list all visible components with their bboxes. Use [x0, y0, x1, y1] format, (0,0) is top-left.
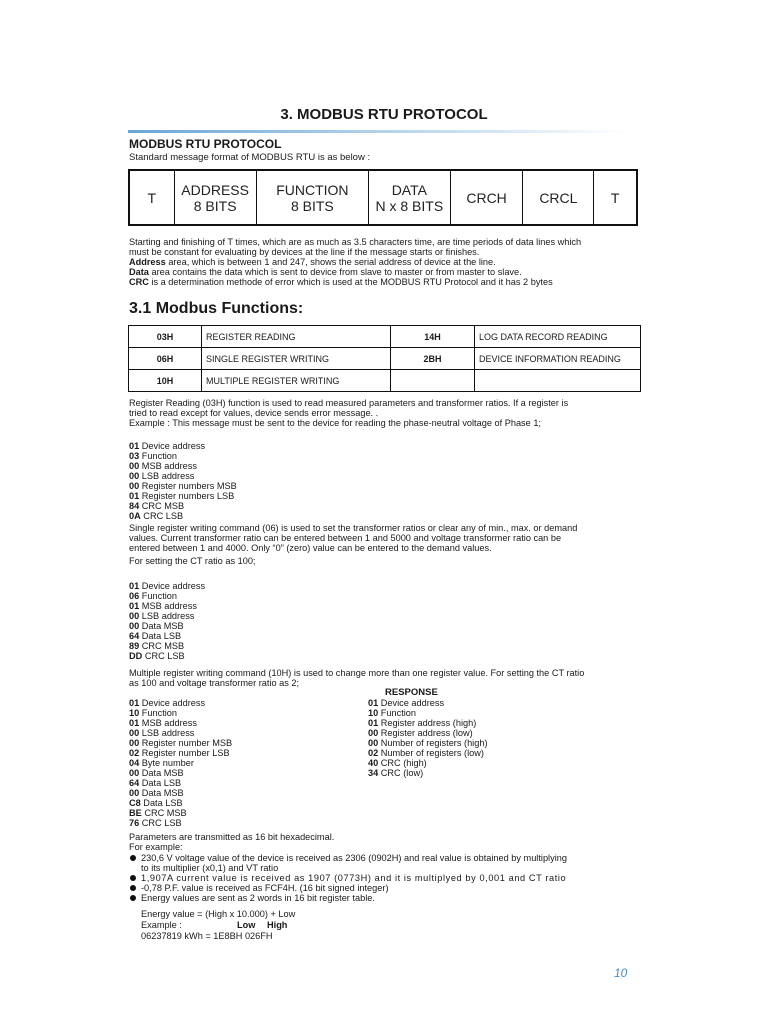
- function-code: 10H: [129, 370, 202, 392]
- frame-crcl: CRCL: [523, 170, 594, 225]
- list-item: 230,6 V voltage value of the device is received as 2306 (0902H) and real value is obtained by multiplying to its multiplier (x0,1) and VT ratio: [129, 853, 644, 873]
- list-item: 01 MSB address: [129, 601, 197, 611]
- frame-data: DATA N x 8 BITS: [368, 170, 450, 225]
- list-item: 10 Function: [129, 708, 178, 718]
- functions-table: [128, 325, 641, 392]
- list-item: 64 Data LSB: [129, 778, 182, 788]
- parameters-paragraph: Parameters are transmitted as 16 bit hexadecimal. For example:: [129, 832, 335, 852]
- list-item: 00 Register number MSB: [129, 738, 233, 748]
- list-item: -0,78 P.F. value is received as FCF4H. (16 bit signed integer): [129, 883, 644, 893]
- list-item: 84 CRC MSB: [129, 501, 185, 511]
- table-row: [129, 370, 641, 392]
- examples-list: [129, 853, 644, 903]
- single-write-paragraph: Single register writing command (06) is used to set the transformer ratios or clear any of min., max. or demand values. Current transformer ratio can be entered between 1 and 5000 and voltage transformer ratio can be entered between 1 and 4000. Only “0” (zero) value can be entered to the demand values. For setting the CT ratio as 100;: [129, 523, 578, 566]
- list-item: 00 Register numbers MSB: [129, 481, 237, 491]
- list-item: 1,907A current value is received as 1907 (0773H) and it is multiplyed by 0,001 and CT ratio: [129, 873, 644, 883]
- list-item: 02 Register number LSB: [129, 748, 230, 758]
- function-code: 14H: [391, 326, 475, 348]
- function-code: 2BH: [391, 348, 475, 370]
- list-item: 89 CRC MSB: [129, 641, 185, 651]
- reading-paragraph: Register Reading (03H) function is used to read measured parameters and transformer ratios. If a register is tried to read except for values, device sends error message. . Example : This message must be sent to the device for reading the phase-neutral voltage of Phase 1;: [129, 398, 569, 428]
- list-item: 34 CRC (low): [368, 768, 424, 778]
- function-desc: LOG DATA RECORD READING: [475, 326, 641, 348]
- standard-format-text: Standard message format of MODBUS RTU is as below :: [129, 152, 371, 163]
- list-item: 00 Data MSB: [129, 788, 184, 798]
- frame-t-start: T: [129, 170, 174, 225]
- bullet-icon: [130, 855, 136, 861]
- multiple-write-paragraph: Multiple register writing command (10H) is used to change more than one register value. For setting the CT ratio as 100 and voltage transformer ratio as 2;: [129, 668, 585, 688]
- list-item: 40 CRC (high): [368, 758, 427, 768]
- section-heading: MODBUS RTU PROTOCOL: [129, 137, 282, 151]
- frame-t-end: T: [594, 170, 637, 225]
- functions-heading: 3.1 Modbus Functions:: [129, 300, 304, 317]
- frame-function: FUNCTION 8 BITS: [256, 170, 368, 225]
- function-desc: DEVICE INFORMATION READING: [475, 348, 641, 370]
- single-fields-list: [129, 581, 205, 661]
- list-item: 01 Device address: [129, 581, 206, 591]
- list-item: BE CRC MSB: [129, 808, 187, 818]
- list-item: Energy values are sent as 2 words in 16 bit register table.: [129, 893, 644, 903]
- list-item: 01 Device address: [129, 698, 206, 708]
- table-row: [129, 326, 641, 348]
- intro-paragraph: Starting and finishing of T times, which are as much as 3.5 characters time, are time periods of data lines which must be constant for evaluating by devices at the line if the message starts or finishes. Address area, which is between 1 and 247, shows the serial address of device at the line. Data area contains the data which is sent to device from slave to master or from master to slave. CRC is a determination methode of error which is used at the MODBUS RTU Protocol and it has 2 bytes: [129, 237, 582, 287]
- function-desc: MULTIPLE REGISTER WRITING: [202, 370, 391, 392]
- function-code: 06H: [129, 348, 202, 370]
- list-item: 06 Function: [129, 591, 178, 601]
- energy-example-line: 06237819 kWh = 1E8BH 026FH: [141, 931, 273, 941]
- bullet-icon: [130, 875, 136, 881]
- bullet-icon: [130, 885, 136, 891]
- message-frame-table: [128, 169, 638, 226]
- list-item: 00 Register address (low): [368, 728, 473, 738]
- response-fields-list: [368, 698, 488, 778]
- function-desc: [475, 370, 641, 392]
- chapter-title: 3. MODBUS RTU PROTOCOL: [280, 106, 488, 123]
- list-item: 04 Byte number: [129, 758, 194, 768]
- list-item: 00 Data MSB: [129, 621, 184, 631]
- energy-formula: Energy value = (High x 10.000) + Low: [141, 909, 296, 919]
- title-underline: [128, 130, 628, 133]
- multiple-fields-list: [129, 698, 232, 828]
- function-desc: SINGLE REGISTER WRITING: [202, 348, 391, 370]
- list-item: 00 Data MSB: [129, 768, 184, 778]
- function-code: 03H: [129, 326, 202, 348]
- page-number: 10: [614, 966, 628, 980]
- list-item: 03 Function: [129, 451, 178, 461]
- list-item: 0A CRC LSB: [129, 511, 184, 521]
- frame-crch: CRCH: [450, 170, 523, 225]
- function-desc: REGISTER READING: [202, 326, 391, 348]
- list-item: 01 Register numbers LSB: [129, 491, 235, 501]
- energy-example-header: Example : Low High: [141, 920, 288, 930]
- list-item: 01 Register address (high): [368, 718, 477, 728]
- function-code: [391, 370, 475, 392]
- list-item: 76 CRC LSB: [129, 818, 182, 828]
- list-item: 02 Number of registers (low): [368, 748, 484, 758]
- list-item: 01 MSB address: [129, 718, 197, 728]
- list-item: 00 MSB address: [129, 461, 197, 471]
- list-item: 01 Device address: [129, 441, 206, 451]
- table-row: [129, 348, 641, 370]
- list-item: DD CRC LSB: [129, 651, 185, 661]
- list-item: 00 LSB address: [129, 471, 195, 481]
- list-item: C8 Data LSB: [129, 798, 183, 808]
- list-item: 00 LSB address: [129, 611, 195, 621]
- list-item: 00 Number of registers (high): [368, 738, 488, 748]
- response-heading: RESPONSE: [385, 687, 438, 698]
- reading-fields-list: [129, 441, 237, 521]
- bullet-icon: [130, 895, 136, 901]
- list-item: 10 Function: [368, 708, 417, 718]
- list-item: 64 Data LSB: [129, 631, 182, 641]
- frame-address: ADDRESS 8 BITS: [174, 170, 256, 225]
- list-item: 00 LSB address: [129, 728, 195, 738]
- list-item: 01 Device address: [368, 698, 445, 708]
